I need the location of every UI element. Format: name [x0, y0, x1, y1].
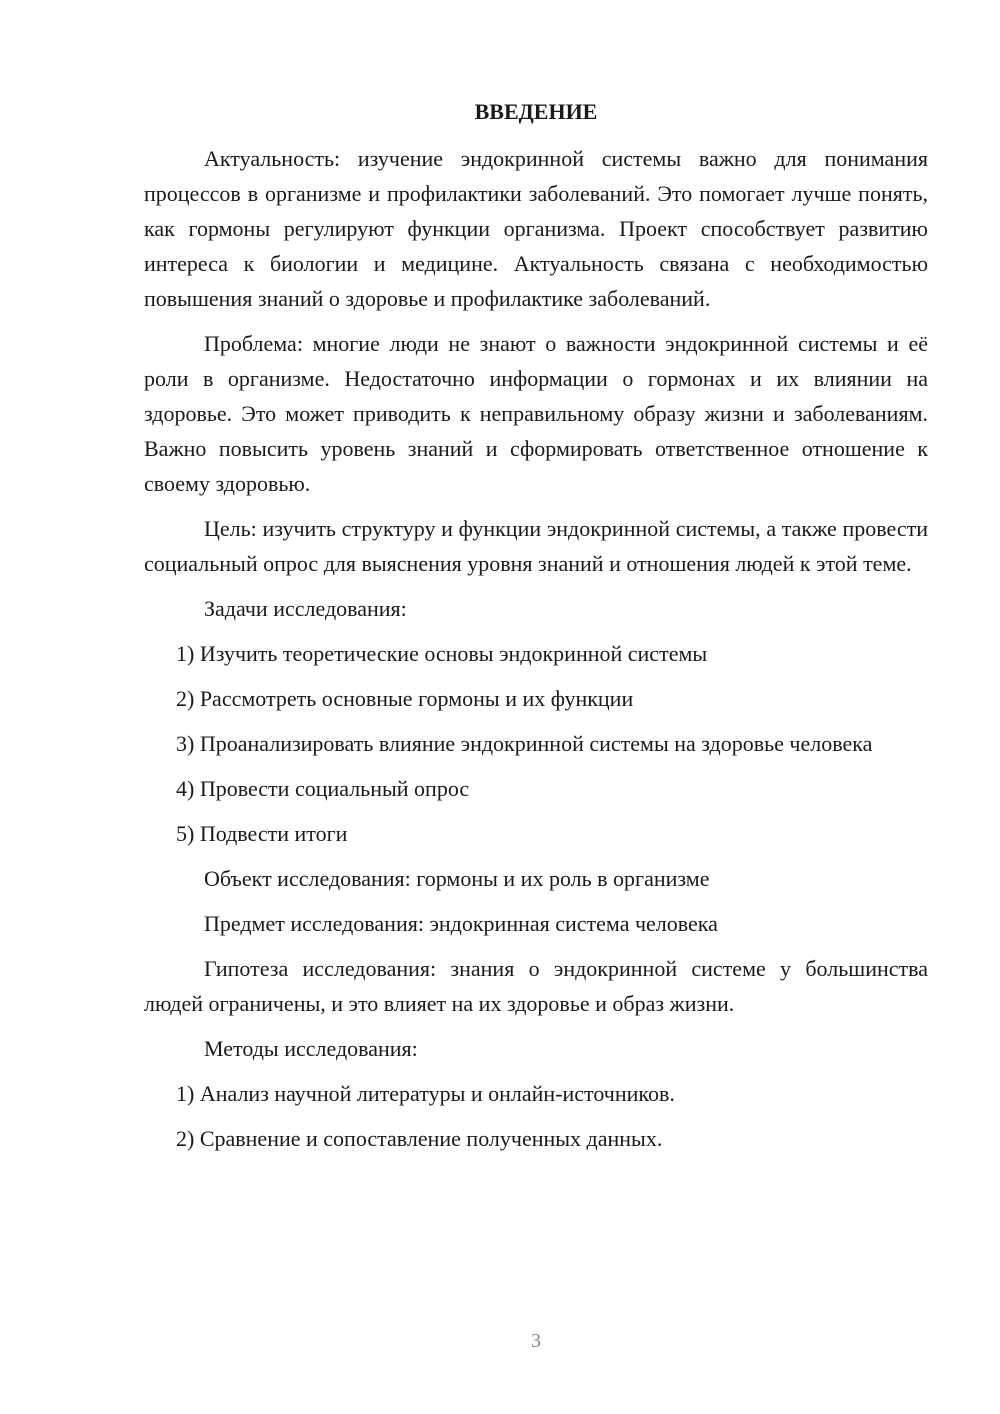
- paragraph-problem: Проблема: многие люди не знают о важности эндокринной системы и её роли в организме. Недостаточно информации о гормонах и их влиянии на здоровье. Это может приводить к неправильному образу жизни и заболеваниям. Важно повысить уровень знаний и сформировать ответственное отношение к своему здоровью.: [144, 331, 928, 496]
- paragraph-relevance: Актуальность: изучение эндокринной системы важно для понимания процессов в организме и профилактики заболеваний. Это помогает лучше понять, как гормоны регулируют функции организма. Проект способствует развитию интереса к биологии и медицине. Актуальность связана с необходимостью повышения знаний о здоровье и профилактике заболеваний.: [144, 146, 928, 311]
- section-title: ВВЕДЕНИЕ: [474, 99, 598, 124]
- methods-heading: Методы исследования:: [204, 1036, 418, 1061]
- task-item-3: 3) Проанализировать влияние эндокринной системы на здоровье человека: [176, 731, 873, 756]
- method-item-2: 2) Сравнение и сопоставление полученных данных.: [176, 1126, 663, 1151]
- paragraph-hypothesis: Гипотеза исследования: знания о эндокринной системе у большинства людей ограничены, и это влияет на их здоровье и образ жизни.: [144, 956, 928, 1016]
- paragraph-subject: Предмет исследования: эндокринная система человека: [204, 911, 718, 936]
- paragraph-goal: Цель: изучить структуру и функции эндокринной системы, а также провести социальный опрос для выяснения уровня знаний и отношения людей к этой теме.: [144, 516, 928, 576]
- tasks-heading: Задачи исследования:: [204, 596, 407, 621]
- page-number: 3: [531, 1330, 541, 1352]
- task-item-5: 5) Подвести итоги: [176, 821, 348, 846]
- task-item-4: 4) Провести социальный опрос: [176, 776, 470, 801]
- task-item-2: 2) Рассмотреть основные гормоны и их функции: [176, 686, 634, 711]
- method-item-1: 1) Анализ научной литературы и онлайн-источников.: [176, 1081, 675, 1106]
- document-body: [144, 94, 928, 1166]
- paragraph-object: Объект исследования: гормоны и их роль в организме: [204, 866, 710, 891]
- task-item-1: 1) Изучить теоретические основы эндокринной системы: [176, 641, 708, 666]
